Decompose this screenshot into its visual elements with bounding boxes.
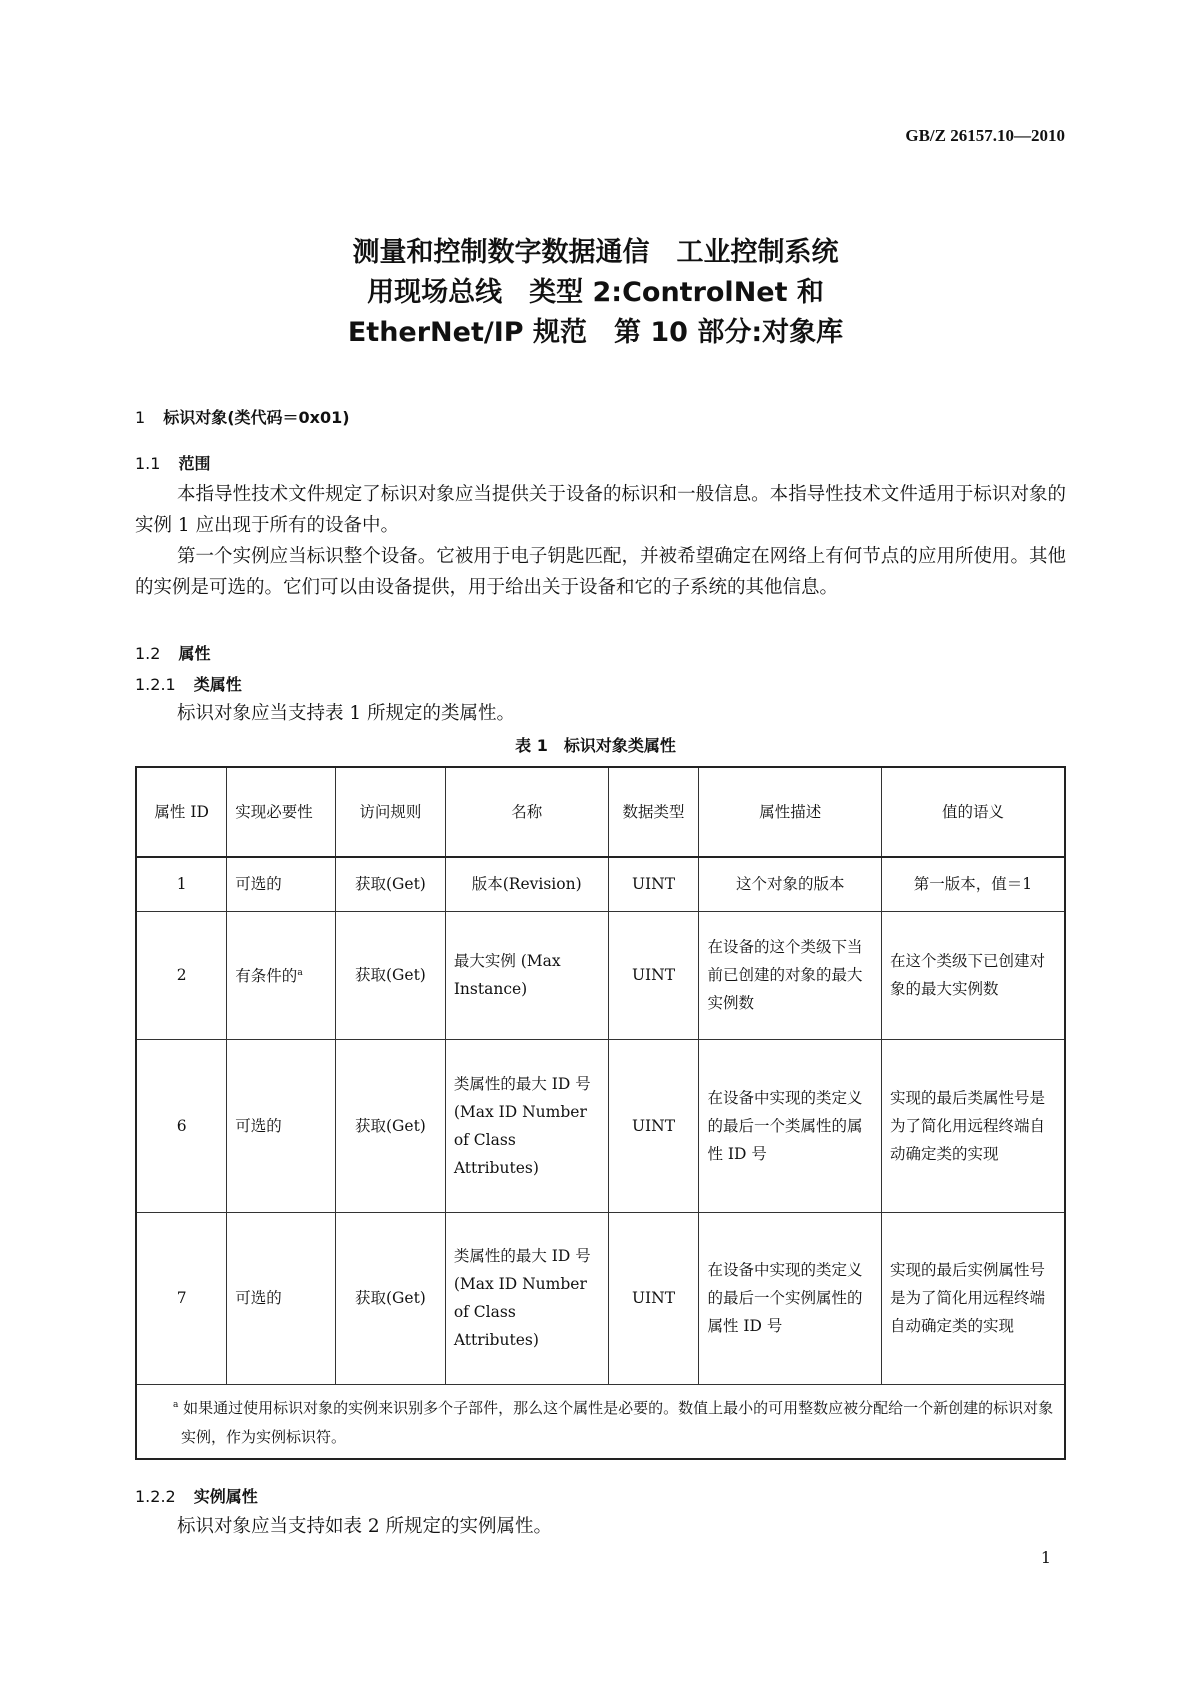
class-attributes-table bbox=[135, 766, 1066, 1460]
paragraph bbox=[135, 541, 1066, 603]
paragraph-text: 第一个实例应当标识整个设备。它被用于电子钥匙匹配，并被希望确定在网络上有何节点的应用所使用。其他的实例是可选的。它们可以由设备提供，用于给出关于设备和它的子系统的其他信息。 bbox=[135, 546, 1066, 598]
section-1-2-heading bbox=[135, 641, 210, 664]
header-cell: 名称 bbox=[445, 767, 608, 857]
title-line-3: EtherNet/IP 规范 第 10 部分:对象库 bbox=[347, 317, 844, 348]
table-row bbox=[136, 911, 1065, 1039]
cell: 获取(Get) bbox=[336, 911, 446, 1039]
section-number: 1.1 bbox=[135, 454, 161, 473]
table-caption: 表 1 标识对象类属性 bbox=[515, 736, 676, 755]
table-footnote bbox=[136, 1384, 1065, 1459]
cell: 在这个类级下已创建对象的最大实例数 bbox=[881, 911, 1065, 1039]
header-cell: 值的语义 bbox=[881, 767, 1065, 857]
paragraph-text: 标识对象应当支持如表 2 所规定的实例属性。 bbox=[177, 1516, 553, 1537]
section-title: 实例属性 bbox=[193, 1487, 258, 1506]
cell: 这个对象的版本 bbox=[699, 857, 881, 911]
section-number: 1.2 bbox=[135, 644, 161, 663]
section-number: 1.2.2 bbox=[135, 1487, 176, 1506]
cell: 在设备的这个类级下当前已创建的对象的最大实例数 bbox=[699, 911, 881, 1039]
section-1-1-heading bbox=[135, 451, 210, 474]
header-cell: 实现必要性 bbox=[227, 767, 336, 857]
cell: 类属性的最大 ID 号 (Max ID Number of Class Attributes) bbox=[445, 1039, 608, 1212]
cell: 实现的最后类属性号是为了简化用远程终端自动确定类的实现 bbox=[881, 1039, 1065, 1212]
table-row bbox=[136, 1039, 1065, 1212]
paragraph-text: 本指导性技术文件规定了标识对象应当提供关于设备的标识和一般信息。本指导性技术文件适用于标识对象的实例 1 应出现于所有的设备中。 bbox=[135, 484, 1066, 536]
section-1-heading bbox=[135, 405, 350, 428]
page-number: 1 bbox=[1040, 1548, 1051, 1567]
section-title: 属性 bbox=[178, 644, 211, 663]
cell: 6 bbox=[136, 1039, 227, 1212]
cell: 2 bbox=[136, 911, 227, 1039]
section-title: 范围 bbox=[178, 454, 211, 473]
footnote-marker: a bbox=[297, 968, 303, 979]
cell: 获取(Get) bbox=[336, 1039, 446, 1212]
cell: 可选的 bbox=[227, 1212, 336, 1384]
cell: 在设备中实现的类定义的最后一个实例属性的属性 ID 号 bbox=[699, 1212, 881, 1384]
cell: UINT bbox=[608, 911, 699, 1039]
title-line-1: 测量和控制数字数据通信 工业控制系统 bbox=[352, 237, 839, 268]
section-1-2-1-heading bbox=[135, 672, 242, 695]
cell: 获取(Get) bbox=[336, 1212, 446, 1384]
title-line-2: 用现场总线 类型 2:ControlNet 和 bbox=[367, 277, 824, 308]
cell: 最大实例 (Max Instance) bbox=[445, 911, 608, 1039]
paragraph bbox=[135, 698, 1066, 729]
cell: 实现的最后实例属性号是为了简化用远程终端自动确定类的实现 bbox=[881, 1212, 1065, 1384]
header-cell: 数据类型 bbox=[608, 767, 699, 857]
cell: UINT bbox=[608, 1039, 699, 1212]
cell: 第一版本，值＝1 bbox=[881, 857, 1065, 911]
section-number: 1 bbox=[135, 408, 146, 427]
section-title: 标识对象(类代码＝0x01) bbox=[163, 408, 350, 427]
paragraph bbox=[135, 479, 1066, 541]
section-1-2-2-heading bbox=[135, 1484, 258, 1507]
standard-number: GB/Z 26157.10—2010 bbox=[905, 126, 1065, 145]
cell: 在设备中实现的类定义的最后一个类属性的属性 ID 号 bbox=[699, 1039, 881, 1212]
paragraph bbox=[135, 1511, 1066, 1542]
table-footnote-row bbox=[136, 1384, 1065, 1459]
cell: 可选的 bbox=[227, 1039, 336, 1212]
cell: UINT bbox=[608, 857, 699, 911]
cell bbox=[227, 911, 336, 1039]
table-header-row bbox=[136, 767, 1065, 857]
cell: 7 bbox=[136, 1212, 227, 1384]
footnote-text: 如果通过使用标识对象的实例来识别多个子部件，那么这个属性是必要的。数值上最小的可用整数应被分配给一个新创建的标识对象实例，作为实例标识符。 bbox=[181, 1398, 1054, 1446]
cell: 1 bbox=[136, 857, 227, 911]
footnote-marker: a bbox=[173, 1399, 179, 1410]
cell: UINT bbox=[608, 1212, 699, 1384]
section-number: 1.2.1 bbox=[135, 675, 176, 694]
cell: 版本(Revision) bbox=[445, 857, 608, 911]
section-title: 类属性 bbox=[193, 675, 242, 694]
header-cell: 访问规则 bbox=[336, 767, 446, 857]
paragraph-text: 标识对象应当支持表 1 所规定的类属性。 bbox=[177, 703, 516, 724]
cell: 可选的 bbox=[227, 857, 336, 911]
table-row bbox=[136, 857, 1065, 911]
cell-text: 有条件的 bbox=[235, 967, 298, 986]
header-cell: 属性描述 bbox=[699, 767, 881, 857]
table-row bbox=[136, 1212, 1065, 1384]
header-cell: 属性 ID bbox=[136, 767, 227, 857]
cell: 类属性的最大 ID 号 (Max ID Number of Class Attributes) bbox=[445, 1212, 608, 1384]
cell: 获取(Get) bbox=[336, 857, 446, 911]
